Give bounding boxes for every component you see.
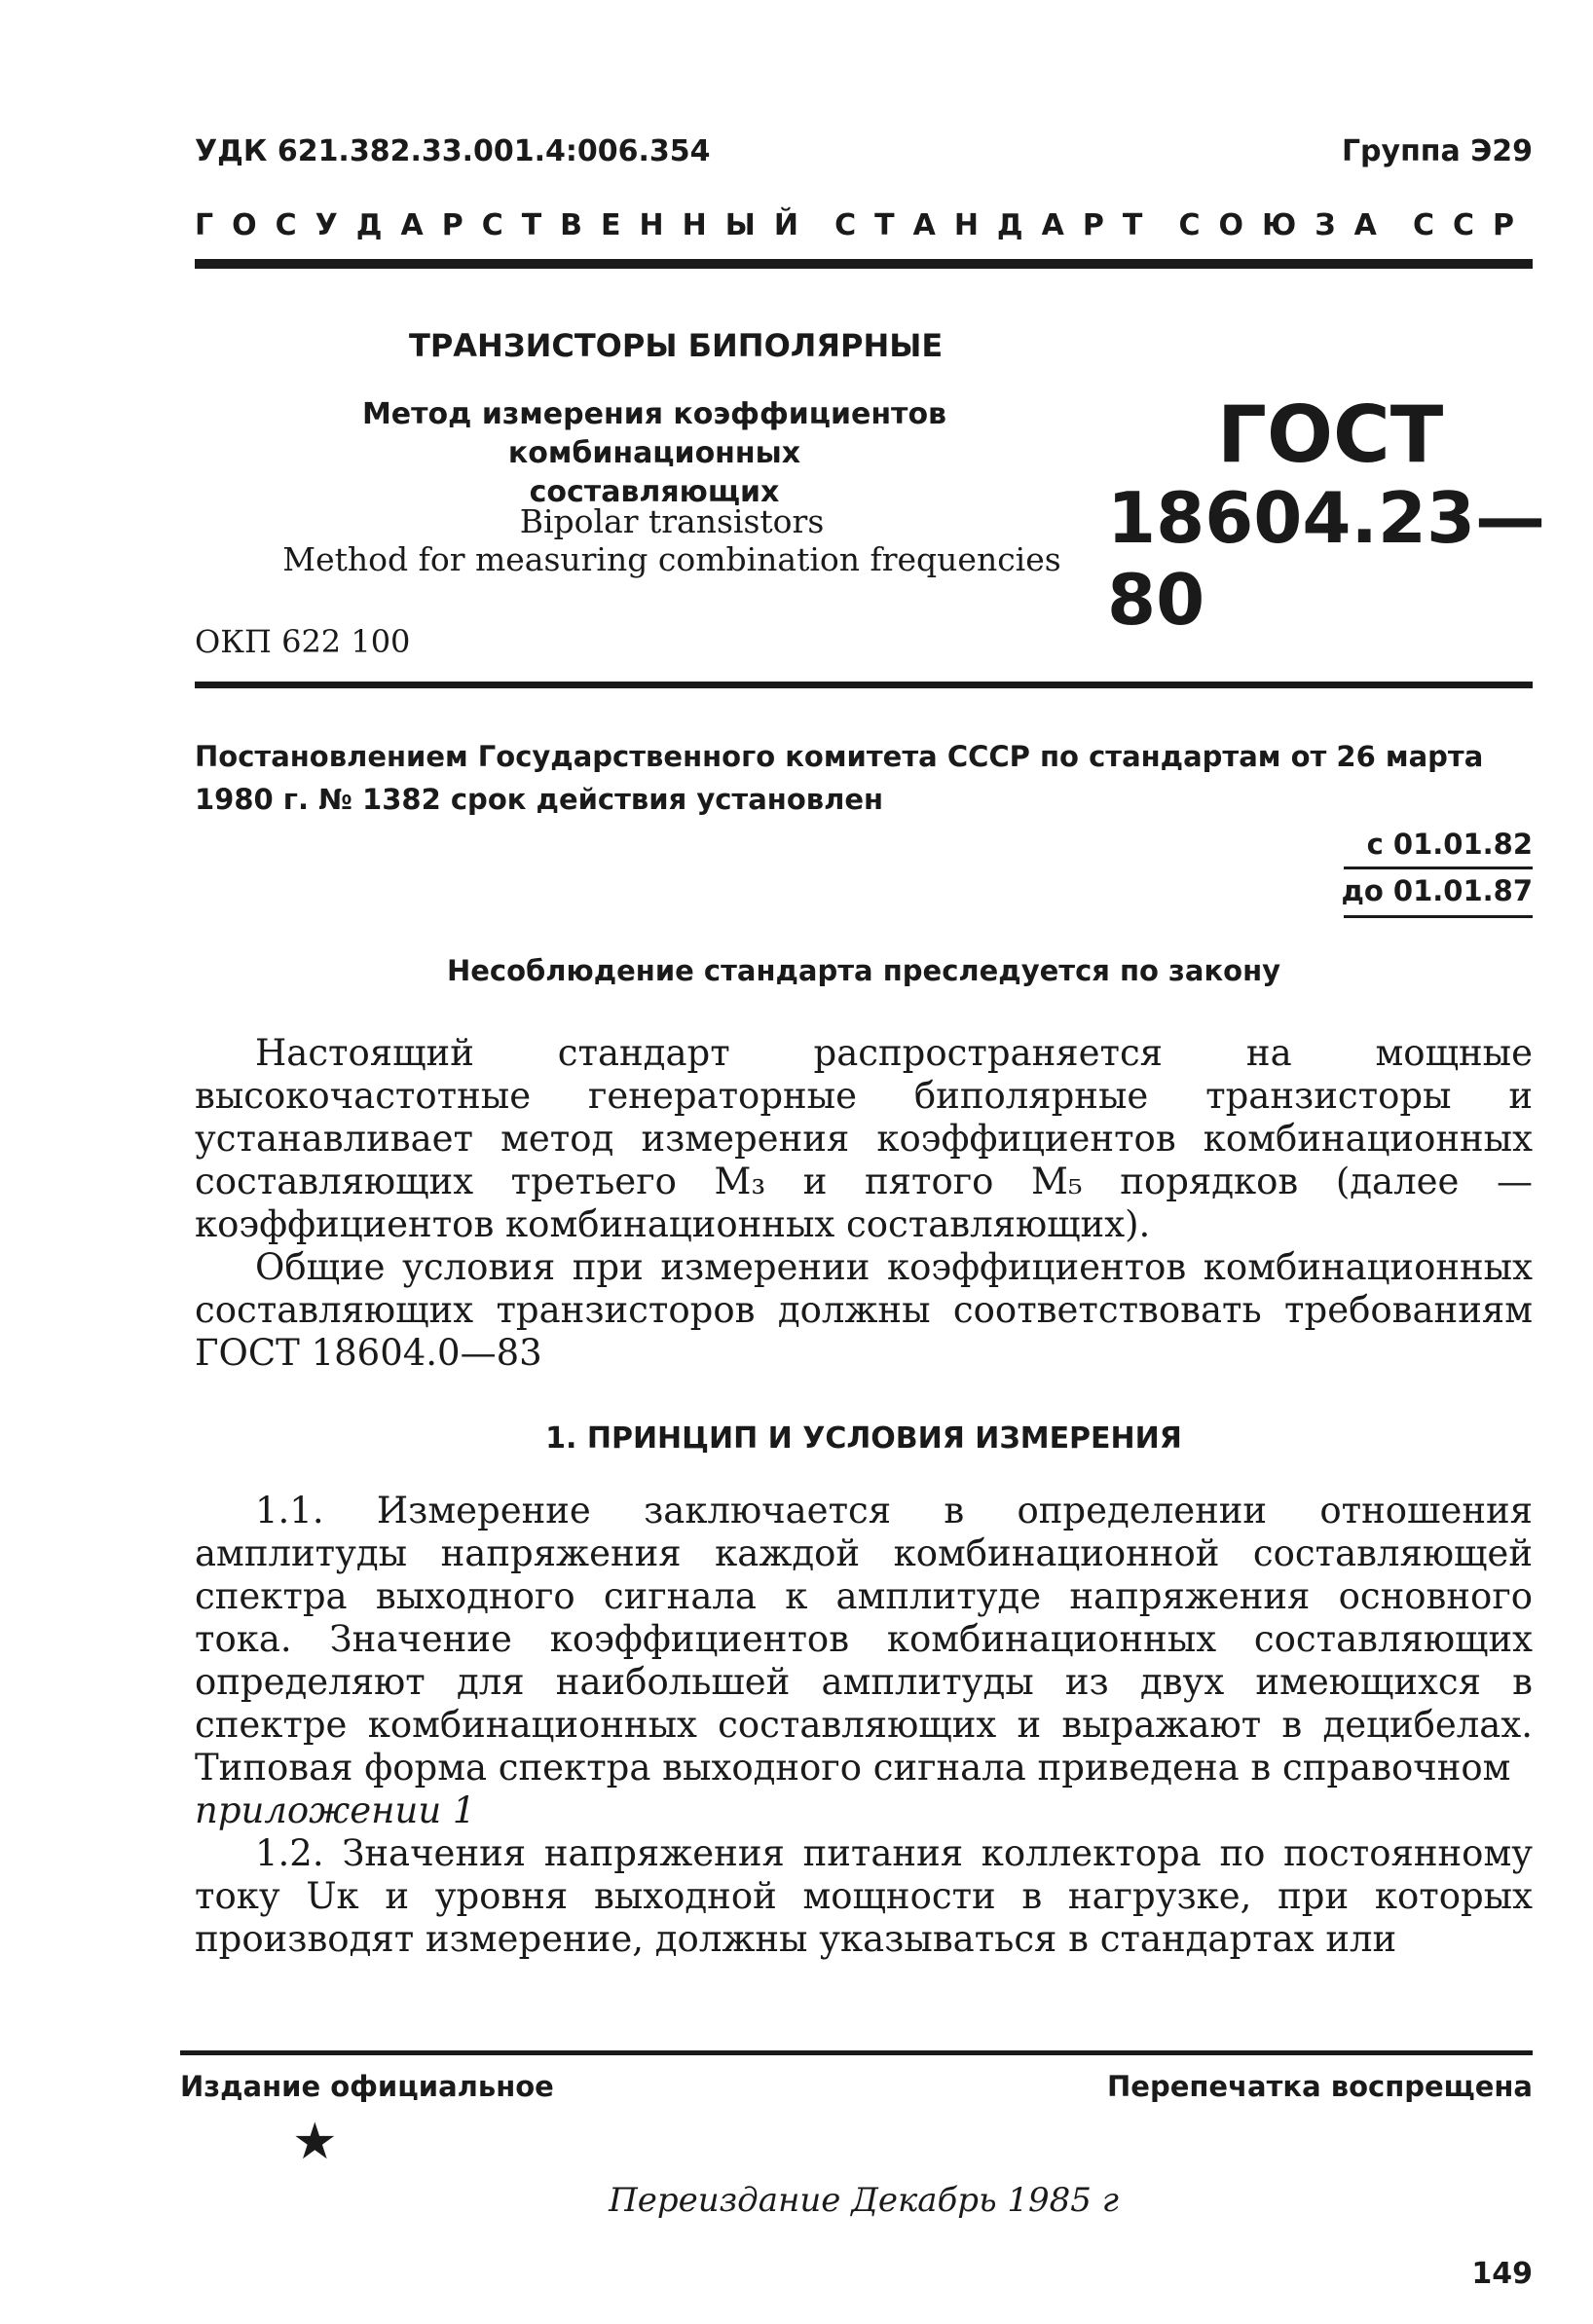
date-rule-1 — [1344, 867, 1533, 869]
header-word-3: СОЮЗА — [1178, 208, 1395, 242]
header-rule — [195, 259, 1533, 269]
state-standard-header — [195, 208, 1533, 242]
valid-from: с 01.01.82 — [1366, 828, 1533, 861]
okp-code: ОКП 622 100 — [195, 623, 411, 660]
page-number: 149 — [1471, 2257, 1533, 2291]
english-title — [282, 502, 1061, 578]
official-edition: Издание официальное — [180, 2070, 554, 2103]
clause-1-1: 1.1. Измерение заключается в определении отношения амплитуды напряжения каждой комбинационной составляющей спектра выходного сигнала к амплитуде напряжения основного тока. Значение коэффициентов комбинационных составляющих определяют для наибольшей амплитуды из двух имеющихся в спектре комбинационных составляющих и выражают в децибелах. Типовая форма спектра выходного сигнала приведена в справочном — [195, 1490, 1533, 1789]
document-subtitle — [226, 395, 1083, 512]
udk-code: УДК 621.382.33.001.4:006.354 — [195, 134, 711, 168]
date-rule-2 — [1344, 915, 1533, 918]
okp-rule — [195, 682, 1533, 688]
star-icon: ★ — [292, 2113, 338, 2171]
clause-1-2: 1.2. Значения напряжения питания коллектора по постоянному току Uк и уровня выходной мощности в нагрузке, при которых производят измерение, должны указываться в стандартах или — [195, 1832, 1533, 1960]
subtitle-line-1: Метод измерения коэффициентов комбинационных — [361, 397, 947, 470]
section-text — [195, 1490, 1533, 1961]
document-title: ТРАНЗИСТОРЫ БИПОЛЯРНЫЕ — [409, 327, 944, 364]
english-line-2: Method for measuring combination frequencies — [282, 540, 1061, 578]
gost-number: 18604.23—80 — [1107, 477, 1546, 641]
section-heading: 1. ПРИНЦИП И УСЛОВИЯ ИЗМЕРЕНИЯ — [545, 1421, 1182, 1456]
group-code: Группа Э29 — [1341, 134, 1533, 168]
header-word-2: СТАНДАРТ — [834, 208, 1162, 242]
law-notice: Несоблюдение стандарта преследуется по закону — [446, 954, 1281, 987]
decree-text: Постановлением Государственного комитета СССР по стандартам от 26 марта 1980 г. № 1382 срок действия установлен — [195, 740, 1484, 816]
header-word-4: ССР — [1412, 208, 1533, 242]
gost-label: ГОСТ — [1217, 389, 1444, 480]
header-word-1: ГОСУДАРСТВЕННЫЙ — [195, 208, 817, 242]
footer-rule — [180, 2050, 1533, 2055]
intro-text — [195, 1032, 1533, 1375]
valid-to: до 01.01.87 — [1341, 874, 1533, 907]
intro-paragraph-2: Общие условия при измерении коэффициентов комбинационных составляющих транзисторов должны соответствовать требованиям ГОСТ 18604.0—83 — [195, 1246, 1533, 1374]
intro-paragraph-1: Настоящий стандарт распространяется на мощные высокочастотные генераторные биполярные транзисторы и устанавливает метод измерения коэффициентов комбинационных составляющих третьего M₃ и пятого M₅ порядков (далее — коэффициентов комбинационных составляющих). — [195, 1032, 1533, 1245]
english-line-1: Bipolar transistors — [519, 502, 825, 540]
clause-1-1-end: приложении 1 — [195, 1789, 476, 1831]
subtitle-line-2: составляющих — [529, 475, 780, 509]
reissue-note: Переиздание Декабрь 1985 г — [609, 2181, 1119, 2220]
reprint-prohibited: Перепечатка воспрещена — [1107, 2070, 1533, 2103]
